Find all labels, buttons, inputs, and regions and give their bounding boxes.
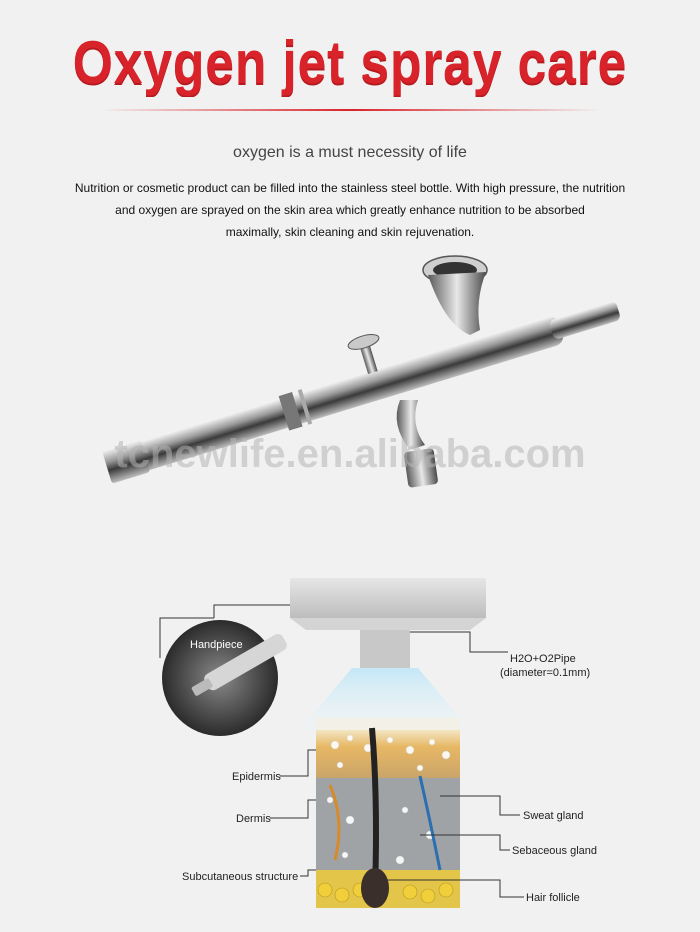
pipe-label: H2O+O2Pipe xyxy=(510,653,576,665)
label-sebaceous-gland: Sebaceous gland xyxy=(512,845,598,857)
title-divider xyxy=(100,109,600,111)
label-subcutaneous: Subcutaneous structure xyxy=(182,871,299,883)
skin-diagram xyxy=(0,570,700,932)
description-line: Nutrition or cosmetic product can be filled into the stainless steel bottle. With high pressure, the nutrition xyxy=(74,181,626,195)
label-sweat-gland: Sweat gland xyxy=(523,810,584,822)
airbrush-illustration xyxy=(0,250,700,520)
page-title: Oxygen jet spray care xyxy=(72,29,628,96)
description xyxy=(60,177,640,243)
label-dermis: Dermis xyxy=(236,813,271,825)
label-hair-follicle: Hair follicle xyxy=(526,892,580,904)
label-epidermis: Epidermis xyxy=(232,771,281,783)
subtitle: oxygen is a must necessity of life xyxy=(233,144,467,161)
description-line: maximally, skin cleaning and skin rejuvenation. xyxy=(225,225,475,239)
pipe-diameter-label: (diameter=0.1mm) xyxy=(500,667,591,679)
handpiece-label: Handpiece xyxy=(190,639,243,651)
description-line: and oxygen are sprayed on the skin area which greatly enhance nutrition to be absorbed xyxy=(115,203,585,217)
watermark: tcnewlife.en.alibaba.com xyxy=(114,432,586,476)
